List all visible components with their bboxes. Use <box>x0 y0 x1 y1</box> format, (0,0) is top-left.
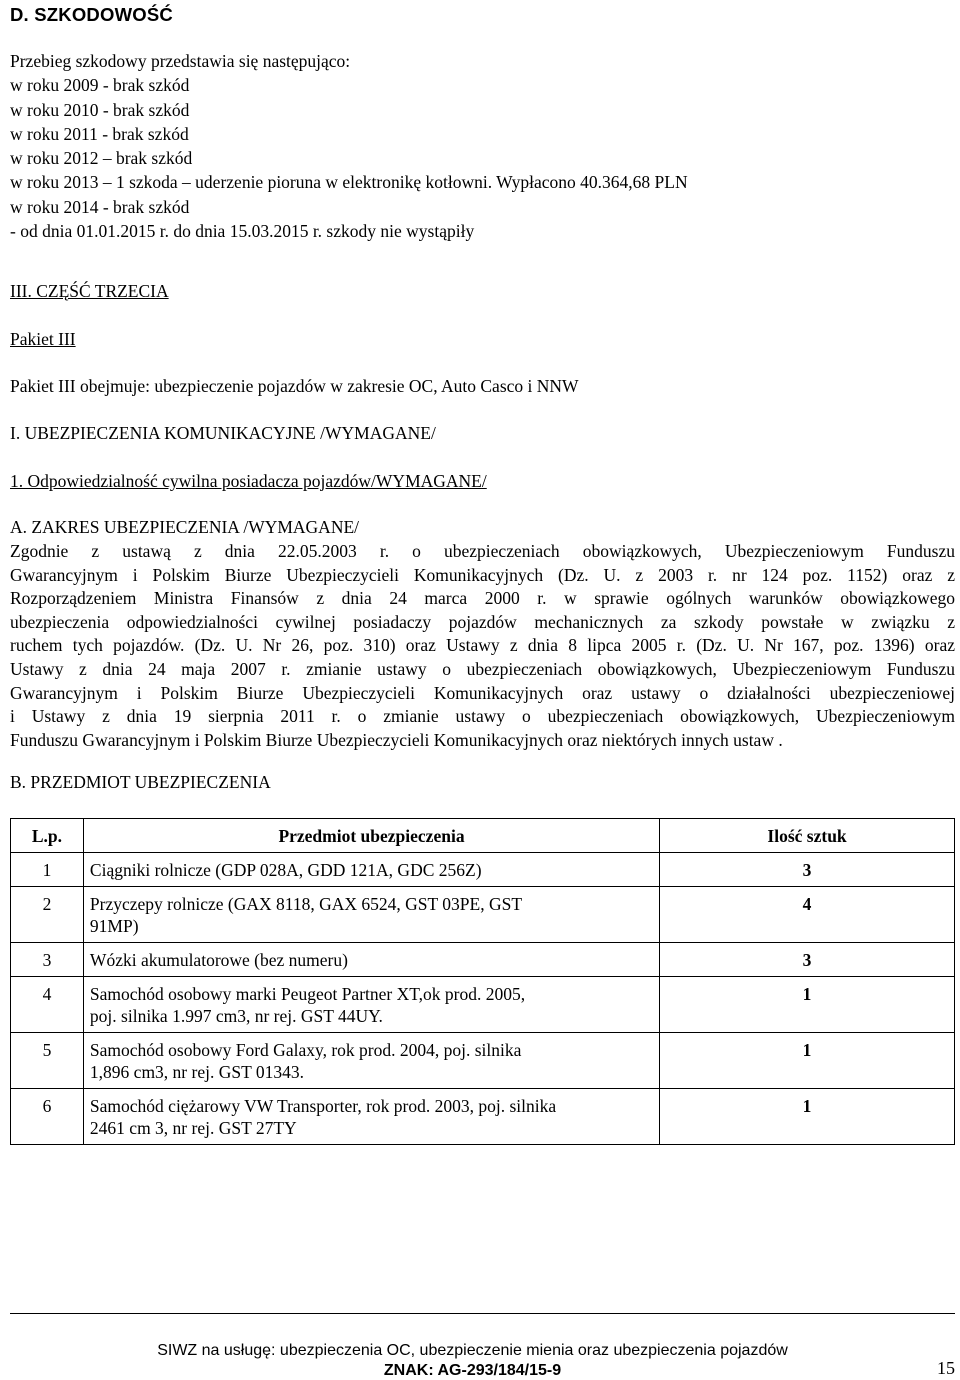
page-number: 15 <box>937 1358 955 1378</box>
table-header-row <box>11 819 955 853</box>
package-scope: Pakiet III obejmuje: ubezpieczenie pojazdów w zakresie OC, Auto Casco i NNW <box>10 376 579 396</box>
footer-reference: ZNAK: AG-293/184/15-9 <box>383 1362 562 1379</box>
row-desc-line: Samochód osobowy marki Peugeot Partner XT,ok prod. 2005, <box>89 984 526 1004</box>
row-qty: 1 <box>660 1033 955 1089</box>
scope-paragraph <box>10 540 955 752</box>
package-title: Pakiet III <box>10 329 76 349</box>
row-desc-line: 1,896 cm3, nr rej. GST 01343. <box>89 1062 304 1082</box>
claims-line: - od dnia 01.01.2015 r. do dnia 15.03.2015 r. szkody nie wystąpiły <box>10 221 475 242</box>
claims-line: Przebieg szkodowy przedstawia się następująco: <box>10 51 351 71</box>
paragraph-line: Zgodnie z ustawą z dnia 22.05.2003 r. o ubezpieczeniach obowiązkowych, Ubezpieczeniowym Funduszu <box>10 541 955 561</box>
footer-divider <box>10 1313 955 1314</box>
claims-line: w roku 2014 - brak szkód <box>10 196 190 217</box>
row-desc <box>83 887 659 943</box>
row-desc-line: Przyczepy rolnicze (GAX 8118, GAX 6524, GST 03PE, GST <box>89 894 523 914</box>
paragraph-line: i Ustawy z dnia 19 sierpnia 2011 r. o zmianie ustawy o ubezpieczeniach obowiązkowych, Ubezpieczeniowym <box>10 706 955 727</box>
row-desc <box>83 1089 659 1145</box>
row-desc-line: Samochód osobowy Ford Galaxy, rok prod. 2004, poj. silnika <box>89 1040 522 1060</box>
claims-line: w roku 2009 - brak szkód <box>10 75 190 96</box>
claims-line: w roku 2011 - brak szkód <box>10 123 189 144</box>
header-subject: Przedmiot ubezpieczenia <box>83 819 659 853</box>
row-lp: 1 <box>11 853 84 887</box>
header-qty: Ilość sztuk <box>660 819 955 853</box>
paragraph-line: Gwarancyjnym i Polskim Biurze Ubezpieczycieli Komunikacyjnych (Dz. U. z 2003 r. nr 124 poz. 1152) oraz z <box>10 564 955 585</box>
row-qty: 1 <box>660 1089 955 1145</box>
table-row <box>11 853 955 887</box>
claims-line: w roku 2010 - brak szkód <box>10 99 190 120</box>
row-desc-line: Ciągniki rolnicze (GDP 028A, GDD 121A, GDC 256Z) <box>89 860 482 880</box>
row-qty: 3 <box>660 943 955 977</box>
row-desc-line: poj. silnika 1.997 cm3, nr rej. GST 44UY. <box>89 1006 383 1026</box>
row-desc-line: Wózki akumulatorowe (bez numeru) <box>89 950 348 970</box>
paragraph-line: ruchem tych pojazdów. (Dz. U. Nr 26, poz. 310) oraz Ustawy z dnia 8 lipca 2005 r. (Dz. U. Nr 167, poz. 1396) oraz <box>10 635 955 656</box>
row-desc <box>83 977 659 1033</box>
footer-title: SIWZ na usługę: ubezpieczenia OC, ubezpieczenie mienia oraz ubezpieczenia pojazdów <box>157 1342 788 1359</box>
section-i-heading: I. UBEZPIECZENIA KOMUNIKACYJNE /WYMAGANE/ <box>10 423 436 443</box>
paragraph-line: ubezpieczenia odpowiedzialności cywilnej posiadaczy pojazdów mechanicznych za szkody powstałe w związku z <box>10 611 955 632</box>
row-desc-line: 91MP) <box>89 916 139 936</box>
claims-line: w roku 2012 – brak szkód <box>10 148 193 169</box>
paragraph-line: Gwarancyjnym i Polskim Biurze Ubezpieczycieli Komunikacyjnych oraz ustawy o działalności ubezpieczeniowej <box>10 682 955 703</box>
row-desc <box>83 853 659 887</box>
row-lp: 5 <box>11 1033 84 1089</box>
row-lp: 2 <box>11 887 84 943</box>
table-row <box>11 1033 955 1089</box>
part-three-heading: III. CZĘŚĆ TRZECIA <box>10 281 169 301</box>
insured-items-table <box>10 818 955 1145</box>
section-b-heading: B. PRZEDMIOT UBEZPIECZENIA <box>10 772 271 792</box>
row-qty: 4 <box>660 887 955 943</box>
table-row <box>11 943 955 977</box>
paragraph-line: Rozporządzeniem Ministra Finansów z dnia 24 marca 2000 r. w sprawie ogólnych warunków obowiązkowego <box>10 588 955 609</box>
paragraph-line: Ustawy z dnia 24 maja 2007 r. zmianie ustawy o ubezpieczeniach obowiązkowych, Ubezpieczeniowym Funduszu <box>10 658 955 679</box>
section-a-heading: A. ZAKRES UBEZPIECZENIA /WYMAGANE/ <box>10 517 360 537</box>
section-d-heading: D. SZKODOWOŚĆ <box>10 4 173 25</box>
section-1-heading: 1. Odpowiedzialność cywilna posiadacza pojazdów/WYMAGANE/ <box>10 471 487 491</box>
table-row <box>11 1089 955 1145</box>
row-lp: 3 <box>11 943 84 977</box>
row-desc <box>83 1033 659 1089</box>
row-desc <box>83 943 659 977</box>
row-qty: 3 <box>660 853 955 887</box>
row-qty: 1 <box>660 977 955 1033</box>
row-desc-line: Samochód ciężarowy VW Transporter, rok prod. 2003, poj. silnika <box>89 1096 557 1116</box>
claims-history <box>10 49 688 243</box>
table-row <box>11 887 955 943</box>
row-lp: 4 <box>11 977 84 1033</box>
paragraph-line: Funduszu Gwarancyjnym i Polskim Biurze Ubezpieczycieli Komunikacyjnych oraz niektórych innych ustaw . <box>10 729 783 750</box>
row-lp: 6 <box>11 1089 84 1145</box>
row-desc-line: 2461 cm 3, nr rej. GST 27TY <box>89 1118 297 1138</box>
header-lp: L.p. <box>11 819 84 853</box>
claims-line: w roku 2013 – 1 szkoda – uderzenie pioruna w elektronikę kotłowni. Wypłacono 40.364,68 PLN <box>10 172 688 193</box>
table-row <box>11 977 955 1033</box>
